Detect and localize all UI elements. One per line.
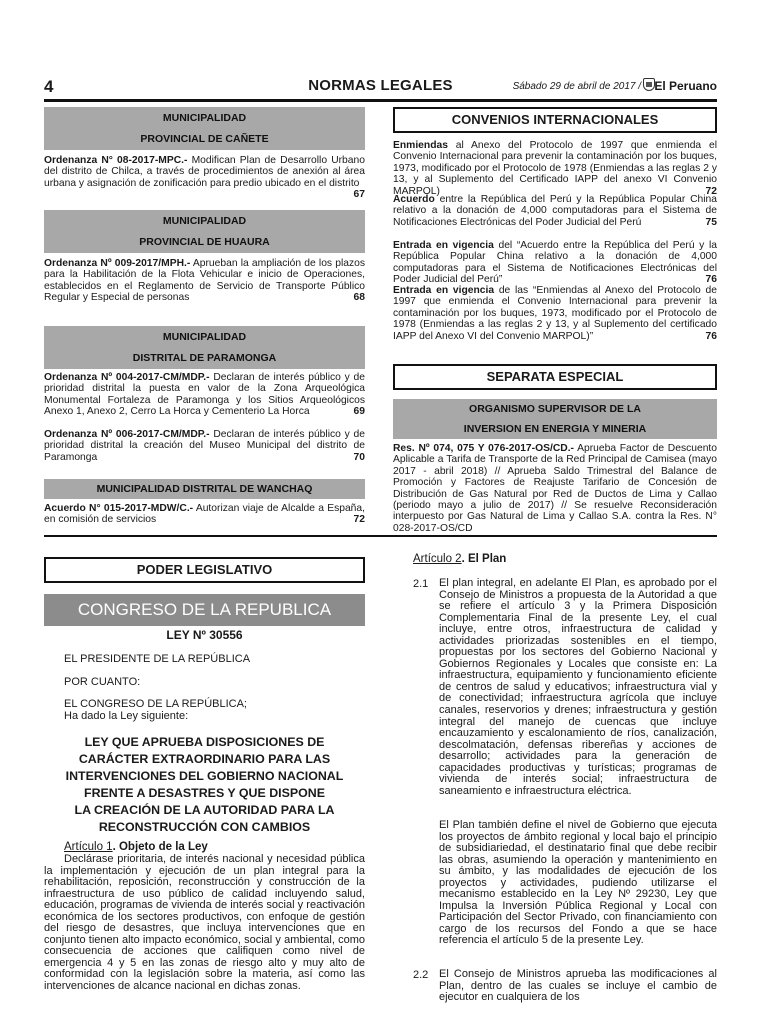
law-title-line: LEY QUE APRUEBA DISPOSICIONES DE [84, 735, 325, 749]
entry-page: 68 [353, 292, 365, 304]
issue-date: Sábado 29 de abril de 2017 / [512, 81, 641, 92]
convenios-heading: CONVENIOS INTERNACIONALES [393, 107, 717, 133]
entry-code: Ordenanza Nº 009-2017/MPH.- [44, 258, 191, 269]
law-title-line: FRENTE A DESASTRES Y QUE DISPONE [84, 786, 325, 800]
congreso-banner: CONGRESO DE LA REPUBLICA [44, 594, 365, 626]
paragraph-2-1-continuation: El Plan también define el nivel de Gobierno que ejecuta los proyectos de ámbito regional y local bajo el principio de subsidiariedad, el destinatario final que debe recibir las obras, asumiendo la operación y mantenimiento en su ámbito, y las modalidades de ejecución de los proyectos y actividades, pudiendo utilizarse el mecanismo establecido en la Ley Nº 29230, Ley que Impulsa la Inversión Pública Regional y Local con Participación del Sector Privado, con financiamiento con cargo de los recursos del Fondo a que se hace referencia el artículo 5 de la presente Ley. [439, 819, 717, 947]
entry-page: 72 [705, 185, 717, 197]
entry-text: al Anexo del Protocolo de 1997 que enmienda el Convenio Internacional para prevenir la contaminación por los buques, 1973, modificado por el Protocolo de 1978 (Enmiendas a las reglas 2 y 13, y al Suplemento del Certificado IAPP del anexo VI Convenio MARPOL) [393, 140, 717, 197]
entry-code: Entrada en vigencia [393, 240, 494, 251]
org-bar-huaura [44, 210, 365, 253]
convenio-entry [393, 140, 717, 197]
law-title-line: INTERVENCIONES DEL GOBIERNO NACIONAL [65, 769, 344, 783]
congreso-line: EL CONGRESO DE LA REPÚBLICA; [64, 698, 247, 710]
entry-text: del “Acuerdo entre la República del Perú y la República Popular China relativo a la donación de 4,000 computadoras para el Sistema de Notificaciones Electrónicas del Poder Judicial del Perú” [393, 240, 717, 286]
summary-entry [44, 372, 365, 418]
page-header [44, 77, 717, 99]
entry-text: Aprueba Factor de Descuento Aplicable a Tarifa de Transporte de la Red Principal de Camisea (mayo 2017 - abril 2018) // Aprueba Saldo Trimestral del Balance de Promoción y Factores de Reajuste Tarifario de Concesión de Distribución de Gas Natural por Red de Ductos de Lima y Callao (periodo mayo a julio de 2017) // Se resuelve Reconsideración interpuesto por Gas Natural de Lima y Callao S.A. contra la Res. N° 028-2017-OS/CD [393, 443, 718, 534]
entry-page: 72 [353, 514, 365, 526]
article-1-heading [64, 841, 208, 853]
section-divider [44, 535, 717, 537]
entry-page: 76 [705, 330, 717, 342]
org-name-line2: PROVINCIAL DE HUAURA [139, 236, 270, 249]
page-number: 4 [44, 77, 54, 96]
poder-legislativo-heading: PODER LEGISLATIVO [44, 557, 365, 583]
org-bar-canete [44, 107, 365, 150]
article-2-label: Artículo 2 [413, 553, 462, 565]
entry-text: Declaran de interés público y de prioridad distrital la puesta en valor de la Zona Arqueológica Monumental Fortaleza de Paramonga y los Sitios Arqueológicos Anexo 1, Anexo 2, Cerro La Horca y Cementerio La Horca [44, 372, 365, 418]
law-title-line: RECONSTRUCCIÓN CON CAMBIOS [98, 820, 311, 834]
paragraph-number: 2.2 [413, 969, 429, 981]
law-title-line: CARÁCTER EXTRAORDINARIO PARA LAS [78, 752, 331, 766]
entry-page: 75 [705, 216, 717, 228]
org-bar-paramonga [44, 326, 365, 369]
crest-icon [643, 78, 655, 91]
org-name-line1: MUNICIPALIDAD [162, 111, 247, 124]
summary-entry [44, 258, 365, 304]
paragraph-number: 2.1 [413, 578, 429, 590]
convenio-entry [393, 285, 717, 342]
org-name-line2: INVERSION EN ENERGIA Y MINERIA [463, 423, 647, 435]
entry-page: 69 [353, 406, 365, 418]
entry-text: Autorizan viaje de Alcalde a España, en comisión de servicios [44, 503, 365, 526]
law-number: LEY Nº 30556 [166, 628, 243, 642]
article-2-title: . El Plan [461, 553, 507, 565]
entry-code: Acuerdo [393, 194, 435, 205]
org-name-line1: MUNICIPALIDAD DISTRITAL DE WANCHAQ [96, 483, 313, 495]
presidente-line: EL PRESIDENTE DE LA REPÚBLICA [64, 653, 251, 665]
convenio-entry [393, 240, 717, 286]
org-bar-wanchaq [44, 479, 365, 499]
header-rule [44, 99, 717, 102]
org-bar-osinergmin [393, 399, 717, 439]
summary-entry [44, 155, 365, 201]
entry-text: entre la República del Perú y la República Popular China relativo a la donación de 4,000 computadoras para el Sistema de Notificaciones Electrónicas del Poder Judicial del Perú [393, 194, 717, 228]
article-1-label: Artículo 1 [64, 841, 113, 853]
newspaper-name: El Peruano [654, 79, 717, 93]
law-title-line: LA CREACIÓN DE LA AUTORIDAD PARA LA [74, 803, 335, 817]
entry-text: Modifican Plan de Desarrollo Urbano del distrito de Chilca, a través de procedimientos de anexión al área urbana y asignación de zonificación para predio ubicado en el distrito [44, 155, 365, 189]
entry-code: Acuerdo N° 015-2017-MDW/C.- [44, 503, 194, 514]
entry-code: Ordenanza N° 08-2017-MPC.- [44, 155, 188, 166]
separata-entry [393, 443, 717, 534]
org-name-line1: ORGANISMO SUPERVISOR DE LA [469, 403, 641, 415]
article-1-title: . Objeto de la Ley [112, 841, 208, 853]
entry-code: Ordenanza Nº 004-2017-CM/MDP.- [44, 372, 210, 383]
convenio-entry [393, 194, 717, 228]
org-name-line2: PROVINCIAL DE CAÑETE [140, 133, 269, 146]
entry-page: 67 [353, 189, 365, 201]
por-cuanto-line: POR CUANTO: [64, 676, 141, 688]
entry-text: de las “Enmiendas al Anexo del Protocolo de 1997 que enmienda el Convenio Internacional para prevenir la contaminación por los buques, 1973, modificado por el Protocolo de 1978 (Enmiendas a las reglas 2 y 13, y al Suplemento del certificado IAPP del Anexo VI del Convenio MARPOL)” [393, 285, 717, 342]
entry-text: Declaran de interés público y de prioridad distrital la creación del Museo Municipal del distrito de Paramonga [44, 429, 365, 463]
entry-text: Aprueban la ampliación de los plazos para la Habilitación de la Flota Vehicular e inicio de Operaciones, establecidos en el Reglamento de Servicio de Transporte Público Regular y Especial de personas [44, 258, 366, 304]
summary-entry [44, 503, 365, 526]
entry-code: Enmiendas [393, 140, 448, 151]
entry-code: Entrada en vigencia [393, 285, 495, 296]
entry-code: Ordenanza Nº 006-2017-CM/MDP.- [44, 429, 210, 440]
paragraph-2-1-body: El plan integral, en adelante El Plan, es aprobado por el Consejo de Ministros a propuesta de la Autoridad a que se refiere el artículo 3 y la Primera Disposición Complementaria Final de la presente Ley, el cual incluye, entre otros, infraestructura de calidad y actividades priorizadas sostenibles en el tiempo, propuestas por los sectores del Gobierno Nacional y Gobiernos Regionales y Locales que consiste en: La infraestructura, equipamiento y funcionamiento eficiente de centros de salud y educativos; infraestructura vial y de conectividad; infraestructura agrícola que incluye canales, reservorios y drenes; infraestructura y gestión integral del manejo de cuencas que incluye encauzamiento y escalonamiento de ríos, canalización, descolmatación, defensas ribereñas y acciones de desarrollo; actividades para la generación de capacidades productivas y turísticas; programas de vivienda de interés social; infraestructura de saneamiento e infraestructura eléctrica. [439, 577, 717, 797]
section-title: NORMAS LEGALES [308, 77, 453, 94]
ha-dado-line: Ha dado la Ley siguiente: [64, 710, 189, 722]
entry-code: Res. Nº 074, 075 Y 076-2017-OS/CD.- [393, 443, 574, 454]
summary-entry [44, 429, 365, 463]
article-1-body: Declárase prioritaria, de interés nacional y necesidad pública la implementación y ejecución de un plan integral para la rehabilitación, reposición, reconstrucción y construcción de la infraestructura de uso público de calidad incluyendo salud, educación, programas de vivienda de interés social y reactivación económica de los sectores productivos, con enfoque de gestión del riesgo de desastres, que incluya intervenciones que en conjunto tienen alto impacto económico, social y ambiental, como consecuencia de acciones que califiquen como nivel de emergencia 4 y 5 en las zonas de riesgo alto y muy alto de conformidad con la legislación sobre la materia, así como las intervenciones de alcance nacional en dichas zonas. [44, 853, 365, 993]
article-2-heading [413, 553, 506, 565]
paragraph-2-2-body: El Consejo de Ministros aprueba las modificaciones al Plan, dentro de las cuales se incluye el cambio de ejecutor en cualquiera de los [439, 968, 717, 1004]
org-name-line2: DISTRITAL DE PARAMONGA [132, 352, 277, 365]
entry-page: 70 [353, 451, 365, 463]
org-name-line1: MUNICIPALIDAD [162, 214, 247, 227]
entry-page: 76 [705, 274, 717, 286]
org-name-line1: MUNICIPALIDAD [162, 330, 247, 343]
separata-heading: SEPARATA ESPECIAL [393, 364, 717, 390]
